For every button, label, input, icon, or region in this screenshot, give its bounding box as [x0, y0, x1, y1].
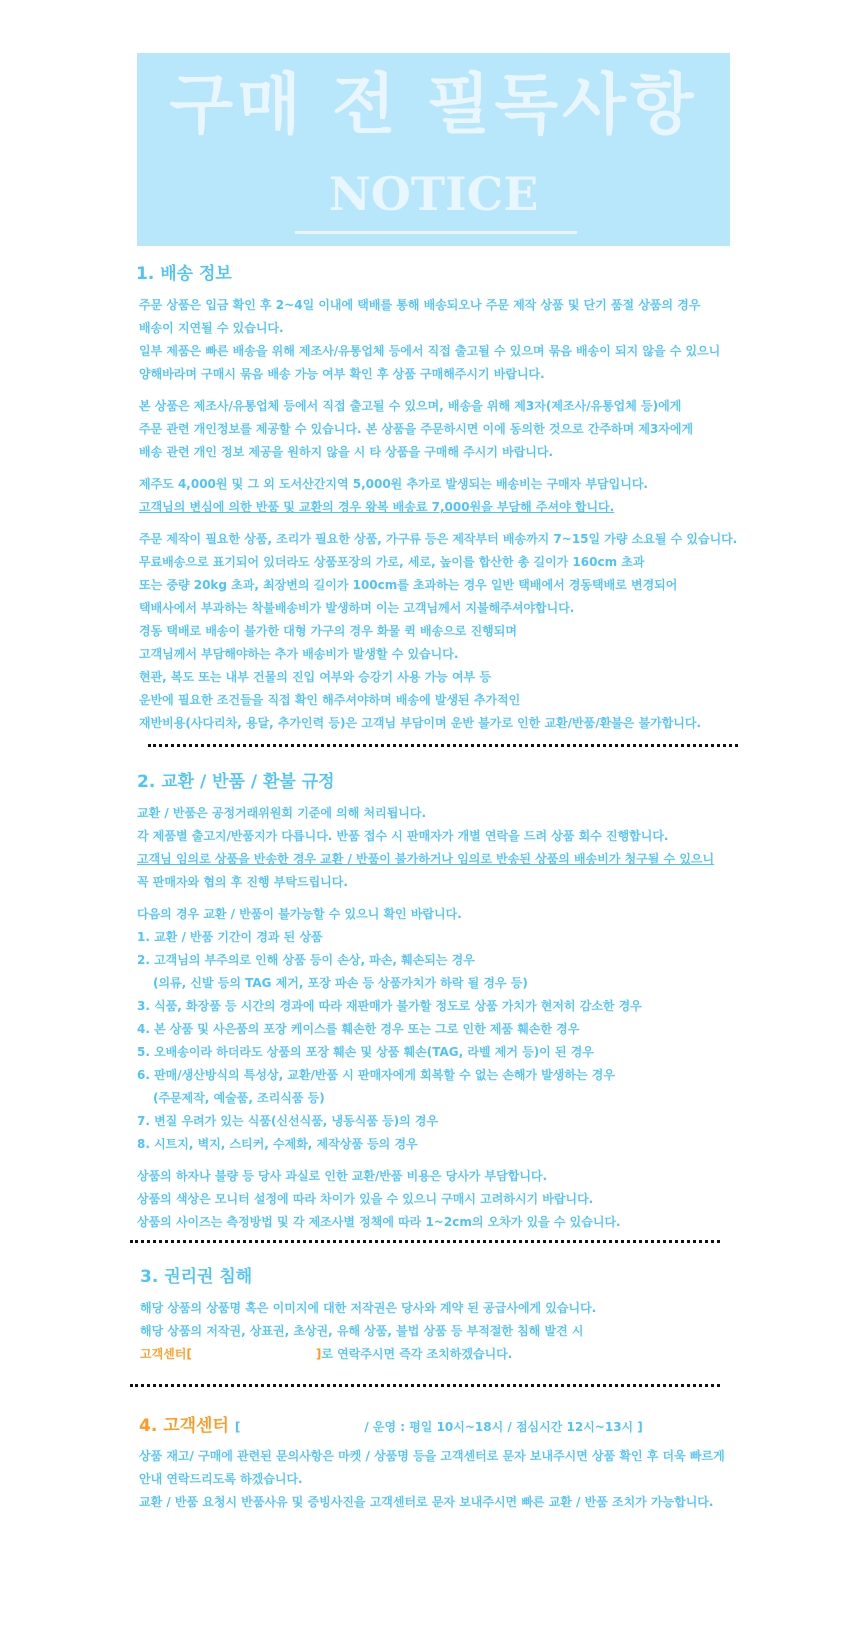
paragraph-line: 꼭 판매자와 협의 후 진행 부탁드립니다. [137, 875, 348, 889]
paragraph-line: 또는 중량 20kg 초과, 최장변의 길이가 100cm를 초과하는 경우 일반 택배에서 경동택배로 변경되어 [139, 578, 678, 592]
paragraph-line: 운반에 필요한 조건들을 직접 확인 해주셔야하며 배송에 발생된 추가적인 [139, 693, 521, 707]
contact-line [140, 1343, 596, 1366]
paragraph-line: 제주도 4,000원 및 그 외 도서산간지역 5,000원 추가로 발생되는 배송비는 구매자 부담입니다. [139, 477, 648, 491]
paragraph-line: 고객님의 변심에 의한 반품 및 교환의 경우 왕복 배송료 7,000원을 부담해 주셔야 합니다. [139, 500, 615, 514]
section-exchange-return [137, 770, 714, 1234]
paragraph-line: 교환 / 반품 요청시 반품사유 및 증빙사진을 고객센터로 문자 보내주시면 빠른 교환 / 반품 조치가 가능합니다. [139, 1495, 714, 1509]
section-title: 3. 권리권 침해 [140, 1267, 253, 1287]
paragraph-line: 해당 상품의 저작권, 상표권, 초상권, 유해 상품, 불법 상품 등 부적절한 침해 발견 시 [140, 1324, 584, 1338]
paragraph-line: 주문 관련 개인정보를 제공할 수 있습니다. 본 상품을 주문하시면 이에 동의한 것으로 간주하며 제3자에게 [139, 422, 694, 436]
dotted-divider [148, 744, 738, 747]
section-title: 2. 교환 / 반품 / 환불 규정 [137, 772, 335, 792]
section-customer-center [139, 1414, 725, 1514]
list-item: 7. 변질 우려가 있는 식품(신선식품, 냉동식품 등)의 경우 [137, 1114, 439, 1128]
paragraph-line: 무료배송으로 표기되어 있더라도 상품포장의 가로, 세로, 높이를 합산한 총 길이가 160cm 초과 [139, 555, 645, 569]
paragraph-line: 상품 재고/ 구매에 관련된 문의사항은 마켓 / 상품명 등을 고객센터로 문자 보내주시면 상품 확인 후 더욱 빠르게 [139, 1449, 725, 1463]
contact-text: 로 연락주시면 즉각 조치하겠습니다. [321, 1347, 513, 1361]
list-item: 5. 오배송이라 하더라도 상품의 포장 훼손 및 상품 훼손(TAG, 라벨 제거 등)이 된 경우 [137, 1045, 594, 1059]
paragraph-line: 주문 상품은 입금 확인 후 2~4일 이내에 택배를 통해 배송되오나 주문 제작 상품 및 단기 품절 상품의 경우 [139, 298, 701, 312]
list-item: 3. 식품, 화장품 등 시간의 경과에 따라 재판매가 불가할 정도로 상품 가치가 현저히 감소한 경우 [137, 999, 642, 1013]
paragraph-line: 배송이 지연될 수 있습니다. [139, 321, 284, 335]
paragraph-line: 각 제품별 출고지/반품지가 다릅니다. 반품 접수 시 판매자가 개별 연락을 드려 상품 회수 진행합니다. [137, 829, 669, 843]
customer-center-label: 고객센터[ [140, 1347, 192, 1361]
paragraph-line: 양해바라며 구매시 묶음 배송 가능 여부 확인 후 상품 구매해주시기 바랍니다. [139, 367, 545, 381]
paragraph-line: 현관, 복도 또는 내부 건물의 진입 여부와 승강기 사용 가능 여부 등 [139, 670, 491, 684]
paragraph-line: 일부 제품은 빠른 배송을 위해 제조사/유통업체 등에서 직접 출고될 수 있으며 묶음 배송이 되지 않을 수 있으니 [139, 344, 721, 358]
list-item: 4. 본 상품 및 사은품의 포장 케이스를 훼손한 경우 또는 그로 인한 제품 훼손한 경우 [137, 1022, 580, 1036]
paragraph-line: 본 상품은 제조사/유통업체 등에서 직접 출고될 수 있으며, 배송을 위해 제3자(제조사/유통업체 등)에게 [139, 399, 682, 413]
paragraph-line: 주문 제작이 필요한 상품, 조리가 필요한 상품, 가구류 등은 제작부터 배송까지 7~15일 가량 소요될 수 있습니다. [139, 532, 738, 546]
section-title: 1. 배송 정보 [136, 264, 232, 284]
section-shipping [136, 262, 737, 735]
section-title: 4. 고객센터 [139, 1416, 229, 1436]
dotted-divider [130, 1384, 720, 1387]
notice-banner [137, 53, 730, 246]
paragraph-line: 안내 연락드리도록 하겠습니다. [139, 1472, 303, 1486]
dotted-divider [130, 1240, 720, 1243]
paragraph-line: 재반비용(사다리차, 용달, 추가인력 등)은 고객님 부담이며 운반 불가로 인한 교환/반품/환불은 불가합니다. [139, 716, 702, 730]
paragraph-line: 배송 관련 개인 정보 제공을 원하지 않을 시 타 상품을 구매해 주시기 바랍니다. [139, 445, 554, 459]
paragraph-line: 다음의 경우 교환 / 반품이 불가능할 수 있으니 확인 바랍니다. [137, 907, 462, 921]
paragraph-line: 상품의 하자나 불량 등 당사 과실로 인한 교환/반품 비용은 당사가 부담합니다. [137, 1169, 548, 1183]
paragraph-line: 해당 상품의 상품명 혹은 이미지에 대한 저작권은 당사와 계약 된 공급사에게 있습니다. [140, 1301, 597, 1315]
bracket-open: [ [234, 1420, 241, 1434]
list-item: 8. 시트지, 벽지, 스티커, 수제화, 제작상품 등의 경우 [137, 1137, 418, 1151]
operating-hours: / 운영 : 평일 10시~18시 / 점심시간 12시~13시 ] [364, 1420, 643, 1434]
banner-underline [295, 231, 577, 234]
bracket-close: ] [315, 1347, 322, 1361]
paragraph-line: 고객님 임의로 상품을 반송한 경우 교환 / 반품이 불가하거나 임의로 반송된 상품의 배송비가 청구될 수 있으니 [137, 852, 715, 866]
paragraph-line: 경동 택배로 배송이 불가한 대형 가구의 경우 화물 퀵 배송으로 진행되며 [139, 624, 517, 638]
paragraph-line: 교환 / 반품은 공정거래위원회 기준에 의해 처리됩니다. [137, 806, 427, 820]
paragraph-line: 상품의 사이즈는 측정방법 및 각 제조사별 정책에 따라 1~2cm의 오차가 있을 수 있습니다. [137, 1215, 621, 1229]
list-item-note: (의류, 신발 등의 TAG 제거, 포장 파손 등 상품가치가 하락 될 경우 등) [153, 976, 528, 990]
paragraph-line: 상품의 색상은 모니터 설정에 따라 차이가 있을 수 있으니 구매시 고려하시기 바랍니다. [137, 1192, 594, 1206]
banner-subtitle: NOTICE [328, 167, 539, 221]
list-item: 1. 교환 / 반품 기간이 경과 된 상품 [137, 930, 323, 944]
paragraph-line: 택배사에서 부과하는 착불배송비가 발생하며 이는 고객님께서 지불해주셔야합니다. [139, 601, 575, 615]
list-item-note: (주문제작, 예술품, 조리식품 등) [153, 1091, 325, 1105]
section-rights [140, 1265, 596, 1366]
paragraph-line: 고객님께서 부담해야하는 추가 배송비가 발생할 수 있습니다. [139, 647, 459, 661]
banner-title: 구매 전 필독사항 [169, 66, 698, 143]
customer-center-header [139, 1414, 725, 1439]
list-item: 2. 고객님의 부주의로 인해 상품 등이 손상, 파손, 훼손되는 경우 [137, 953, 475, 967]
list-item: 6. 판매/생산방식의 특성상, 교환/반품 시 판매자에게 회복할 수 없는 손해가 발생하는 경우 [137, 1068, 615, 1082]
